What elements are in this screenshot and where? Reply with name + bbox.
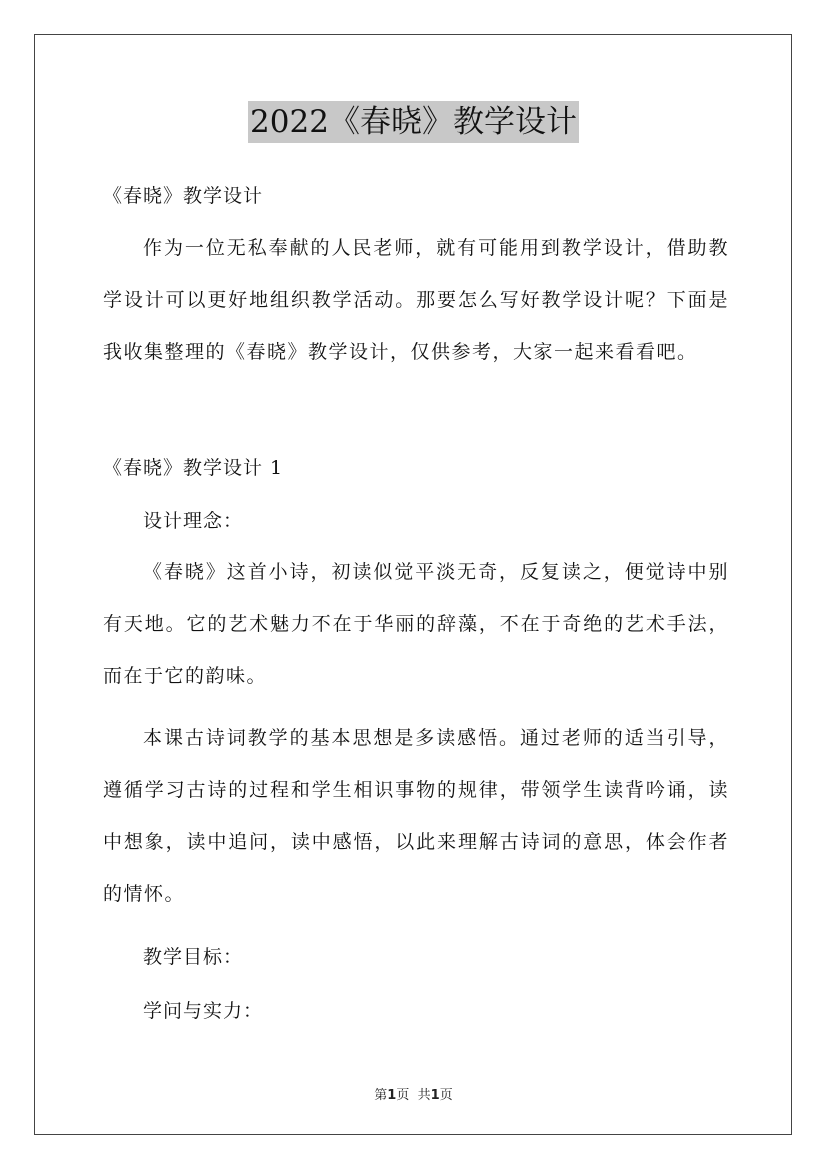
teaching-goal-label: 教学目标：: [143, 946, 244, 968]
method-paragraph: 本课古诗词教学的基本思想是多读感悟。通过老师的适当引导，遵循学习古诗的过程和学生相识事物的规律，带领学生读背吟诵，读中想象，读中追问，读中感悟，以此来理解古诗词的意思，体会作者的情怀。: [103, 727, 729, 905]
intro-paragraph: 作为一位无私奉献的人民老师，就有可能用到教学设计，借助教学设计可以更好地组织教学活动。那要怎么写好教学设计呢？下面是我收集整理的《春晓》教学设计，仅供参考，大家一起来看看吧。: [103, 237, 729, 363]
concept-paragraph: 《春晓》这首小诗，初读似觉平淡无奇，反复读之，便觉诗中别有天地。它的艺术魅力不在于华丽的辞藻，不在于奇绝的艺术手法，而在于它的韵味。: [103, 561, 729, 687]
page-footer: [0, 1084, 827, 1103]
footer-total-number: 1: [430, 1088, 440, 1103]
footer-page-unit: 页: [396, 1088, 410, 1103]
design-concept-label: 设计理念：: [143, 510, 244, 532]
footer-total-unit: 页: [439, 1088, 453, 1103]
title-container: [0, 101, 827, 143]
section-heading: 《春晓》教学设计 1: [103, 457, 284, 479]
knowledge-label: 学问与实力：: [143, 1000, 264, 1022]
document-title: 2022《春晓》教学设计: [248, 101, 579, 143]
footer-page-number: 1: [387, 1088, 397, 1103]
footer-prefix: 第: [374, 1088, 388, 1103]
document-subtitle: 《春晓》教学设计: [103, 185, 264, 207]
footer-total-prefix: 共: [417, 1088, 431, 1103]
